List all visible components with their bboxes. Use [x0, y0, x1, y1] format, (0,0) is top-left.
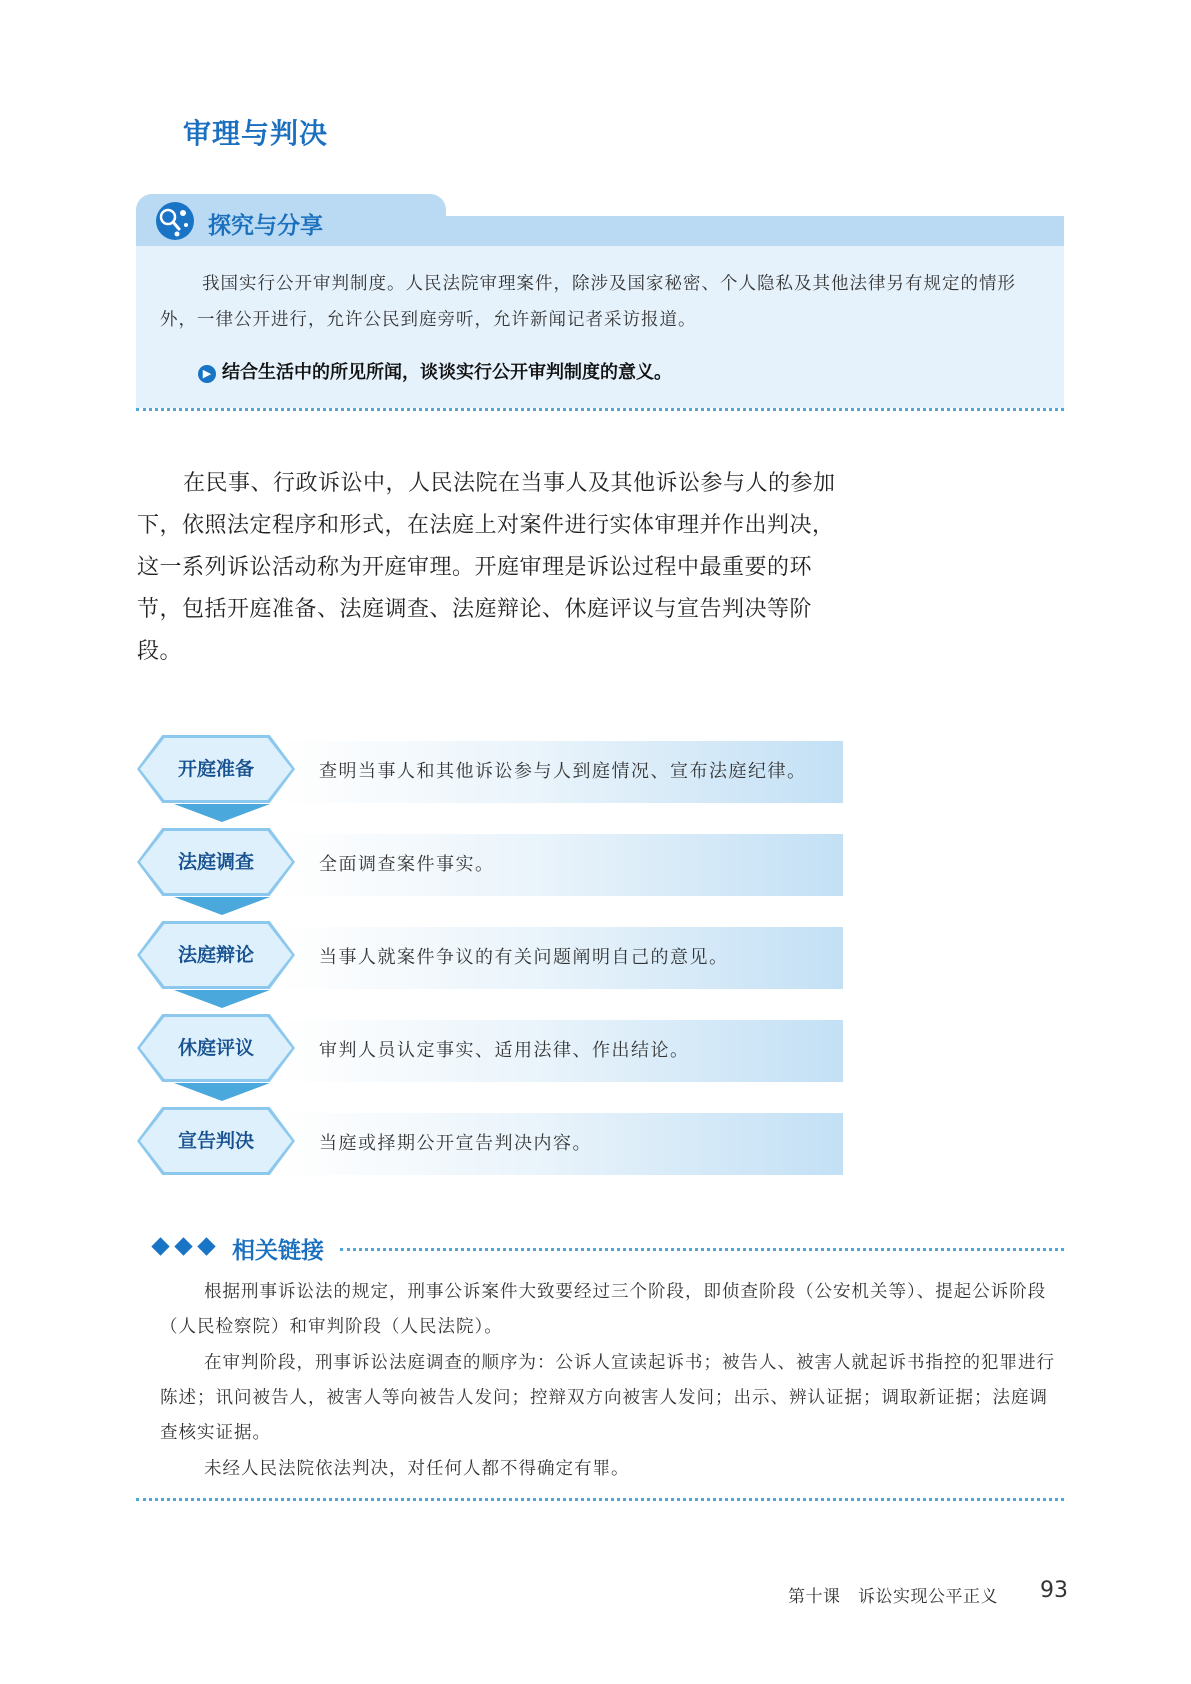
related-link-paragraph: 在审判阶段，刑事诉讼法庭调查的顺序为：公诉人宣读起诉书；被告人、被害人就起诉书指控的犯罪进行陈述；讯问被告人，被害人等向被告人发问；控辩双方向被害人发问；出示、辨认证据；调取新证据；法庭调查核实证据。 — [160, 1353, 1055, 1443]
magnifier-icon — [154, 201, 196, 241]
flow-stage: 休庭评议 — [177, 1037, 254, 1059]
explore-text: 我国实行公开审判制度。人民法院审理案件，除涉及国家秘密、个人隐私及其他法律另有规定的情形外，一律公开进行，允许公民到庭旁听，允许新闻记者采访报道。 — [160, 274, 1016, 330]
footer-lesson: 第十课 诉讼实现公平正义 — [788, 1587, 998, 1607]
related-link-paragraph: 未经人民法院依法判决，对任何人都不得确定有罪。 — [204, 1459, 630, 1479]
page-number: 93 — [1040, 1578, 1068, 1603]
flow-arrow-icon — [174, 804, 270, 822]
body-paragraph: 在民事、行政诉讼中，人民法院在当事人及其他诉讼参与人的参加下，依照法定程序和形式，在法庭上对案件进行实体审理并作出判决，这一系列诉讼活动称为开庭审理。开庭审理是诉讼过程中最重要的环节，包括开庭准备、法庭调查、法庭辩论、休庭评议与宣告判决等阶段。 — [137, 471, 836, 664]
explore-divider — [136, 408, 1064, 411]
diamond-icon — [174, 1237, 192, 1255]
flow-desc: 查明当事人和其他诉讼参与人到庭情况、宣布法庭纪律。 — [319, 761, 807, 782]
flow-step — [137, 1014, 843, 1084]
bottom-divider — [136, 1498, 1064, 1501]
explore-question — [198, 358, 672, 384]
flow-step — [137, 1107, 843, 1177]
flow-desc: 当庭或择期公开宣告判决内容。 — [319, 1133, 592, 1154]
diamond-icon — [197, 1237, 215, 1255]
flow-arrow-icon — [174, 990, 270, 1008]
explore-title: 探究与分享 — [208, 213, 323, 239]
flow-step — [137, 735, 843, 805]
related-link-title: 相关链接 — [232, 1238, 324, 1264]
diamond-icon — [151, 1237, 169, 1255]
flow-stage: 法庭辩论 — [177, 944, 254, 966]
arrow-right-icon: ▶ — [198, 365, 216, 383]
flow-arrow-icon — [174, 897, 270, 915]
flow-stage: 开庭准备 — [177, 758, 254, 780]
related-link-divider — [340, 1248, 1064, 1251]
flow-stage: 法庭调查 — [177, 851, 254, 873]
related-link-header — [150, 1232, 1064, 1262]
section-title: 审理与判决 — [183, 117, 329, 150]
related-link-paragraph: 根据刑事诉讼法的规定，刑事公诉案件大致要经过三个阶段，即侦查阶段（公安机关等）、提起公诉阶段（人民检察院）和审判阶段（人民法院）。 — [160, 1282, 1047, 1337]
flow-stage: 宣告判决 — [177, 1130, 254, 1152]
flow-arrow-icon — [174, 1083, 270, 1101]
flow-desc: 当事人就案件争议的有关问题阐明自己的意见。 — [319, 947, 729, 968]
flow-desc: 全面调查案件事实。 — [319, 854, 495, 875]
flow-desc: 审判人员认定事实、适用法律、作出结论。 — [319, 1040, 690, 1061]
explore-question-text: 结合生活中的所见所闻，谈谈实行公开审判制度的意义。 — [222, 362, 672, 383]
flow-step — [137, 921, 843, 991]
flow-step — [137, 828, 843, 898]
